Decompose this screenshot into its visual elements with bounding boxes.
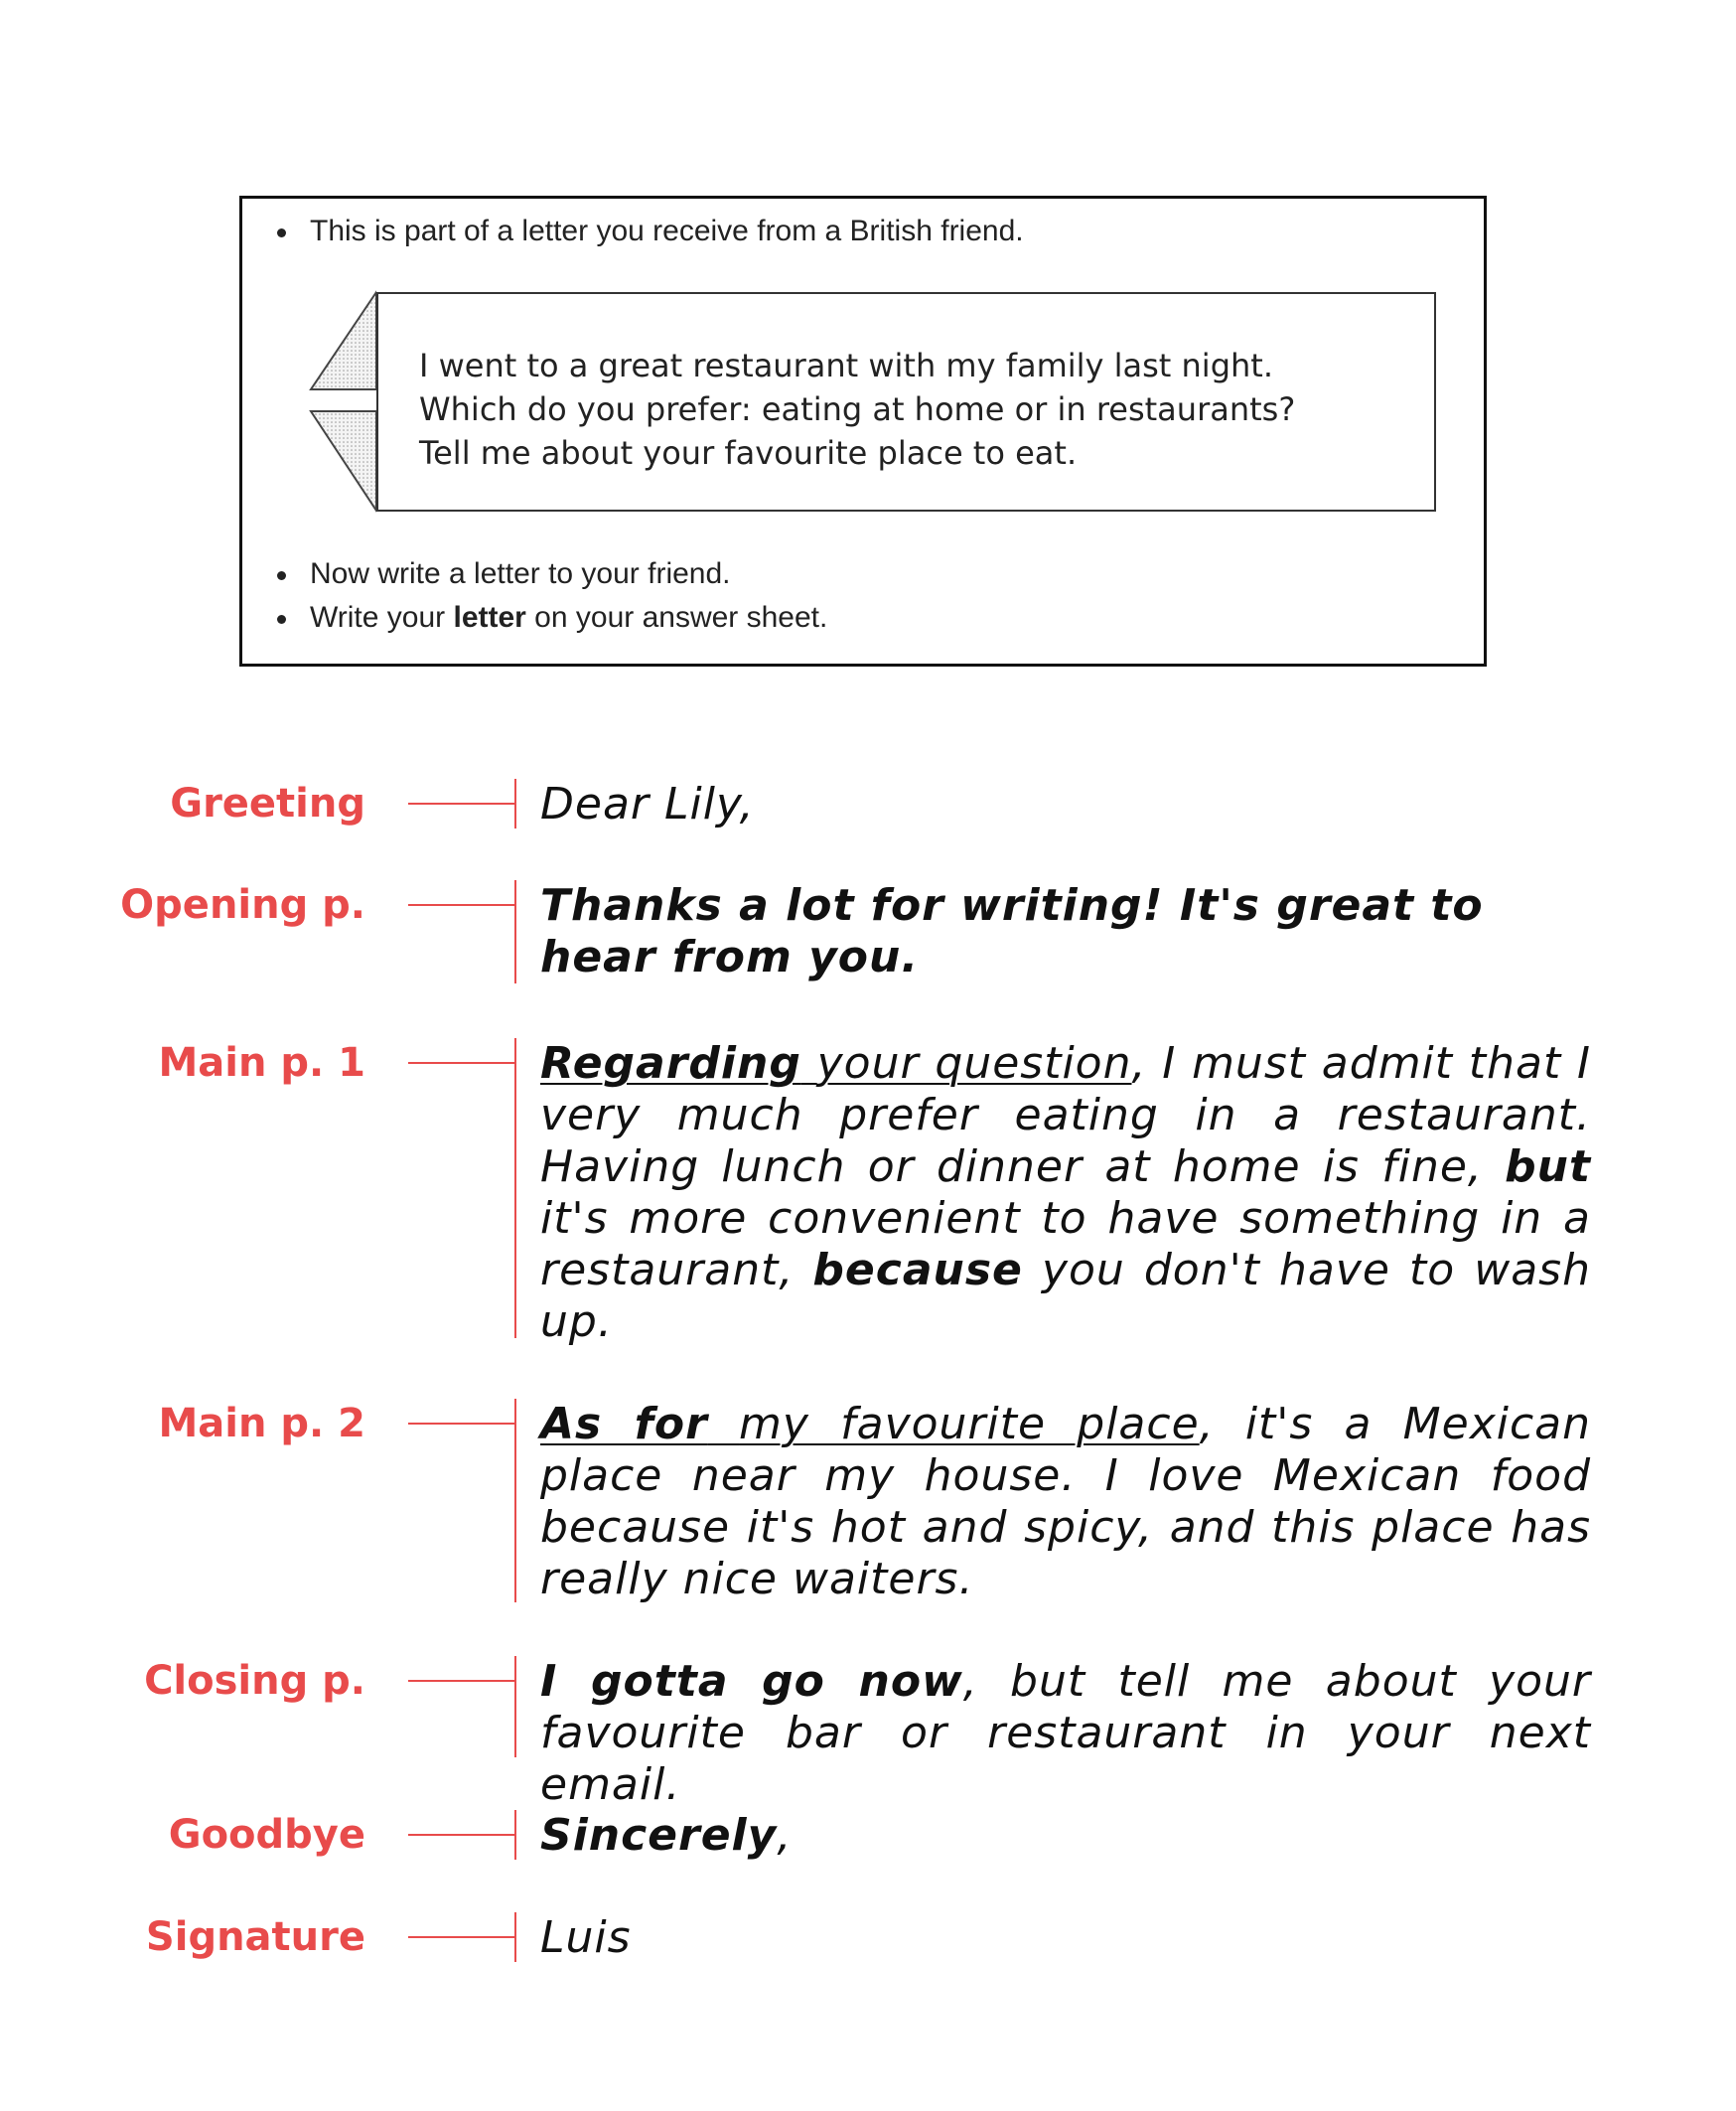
bracket-line (514, 880, 516, 983)
main-paragraph-1-label: Main p. 1 (158, 1040, 365, 1086)
task-intro: This is part of a letter you receive from a British friend. (310, 215, 1024, 247)
goodbye-punctuation: , (777, 1810, 793, 1861)
signature-text: Luis (540, 1912, 632, 1963)
greeting-text: Dear Lily, (540, 779, 755, 829)
connector-line (408, 803, 515, 805)
topic-phrase: my favourite place (739, 1399, 1200, 1449)
connector-line (408, 1062, 515, 1064)
linking-word: but (1505, 1141, 1591, 1192)
opening-text: Thanks a lot for writing! It's great to hear from you. (540, 880, 1484, 982)
friend-letter-excerpt (376, 292, 1436, 512)
bracket-line (514, 1912, 516, 1962)
paragraph-text: it's more convenient to have something in a restaurant, (540, 1193, 1591, 1295)
bracket-line (514, 1656, 516, 1757)
task-instruction-write: Now write a letter to your friend. (310, 557, 731, 590)
main-paragraph-2-label: Main p. 2 (158, 1401, 365, 1446)
instruction-bold-word: letter (453, 601, 526, 634)
closing-label: Closing p. (144, 1658, 365, 1704)
opening-label: Opening p. (120, 882, 365, 928)
linking-phrase: Regarding (540, 1038, 801, 1089)
connector-line (408, 1423, 515, 1425)
bracket-line (514, 1399, 516, 1602)
greeting-label: Greeting (170, 781, 365, 827)
goodbye-text (540, 1810, 1591, 1862)
instruction-text: on your answer sheet. (525, 601, 828, 634)
goodbye-label: Goodbye (168, 1812, 365, 1858)
connector-line (408, 1936, 515, 1938)
closing-text (540, 1656, 1591, 1811)
note-line: Tell me about your favourite place to eat. (419, 434, 1078, 472)
connector-line (408, 1680, 515, 1682)
paragraph-text: , it's a Mexican place near my house. I love Mexican food because it's hot and spicy, and this place has really nice waiters. (540, 1399, 1591, 1604)
paragraph-text: , but tell me about your favourite bar or restaurant in your next email. (540, 1656, 1592, 1810)
task-box (239, 196, 1487, 667)
note-line: Which do you prefer: eating at home or in restaurants? (419, 390, 1296, 428)
note-line: I went to a great restaurant with my family last night. (419, 347, 1273, 384)
main-paragraph-1-text (540, 1038, 1591, 1348)
task-instruction-answer-sheet (310, 601, 827, 635)
signature-label: Signature (145, 1914, 365, 1960)
connector-line (408, 1834, 515, 1836)
linking-phrase: As for (540, 1399, 708, 1449)
friend-letter-text (419, 344, 1412, 475)
underline-gap (801, 1038, 817, 1089)
paragraph-text: , I must admit that I very much prefer eating in a restaurant. Having lunch or dinner at home is fine, (540, 1038, 1591, 1192)
linking-word: because (812, 1245, 1023, 1295)
bracket-line (514, 1038, 516, 1338)
underline-gap (708, 1399, 739, 1449)
closing-phrase: I gotta go now (540, 1656, 963, 1707)
topic-phrase: your question (816, 1038, 1132, 1089)
letter-tab-icon (307, 290, 376, 519)
goodbye-word: Sincerely (540, 1810, 778, 1861)
bracket-line (514, 1810, 516, 1860)
paragraph-text: you don't have to wash up. (540, 1245, 1591, 1347)
main-paragraph-2-text (540, 1399, 1591, 1605)
connector-line (408, 904, 515, 906)
bracket-line (514, 779, 516, 829)
instruction-text: Write your (310, 601, 454, 634)
